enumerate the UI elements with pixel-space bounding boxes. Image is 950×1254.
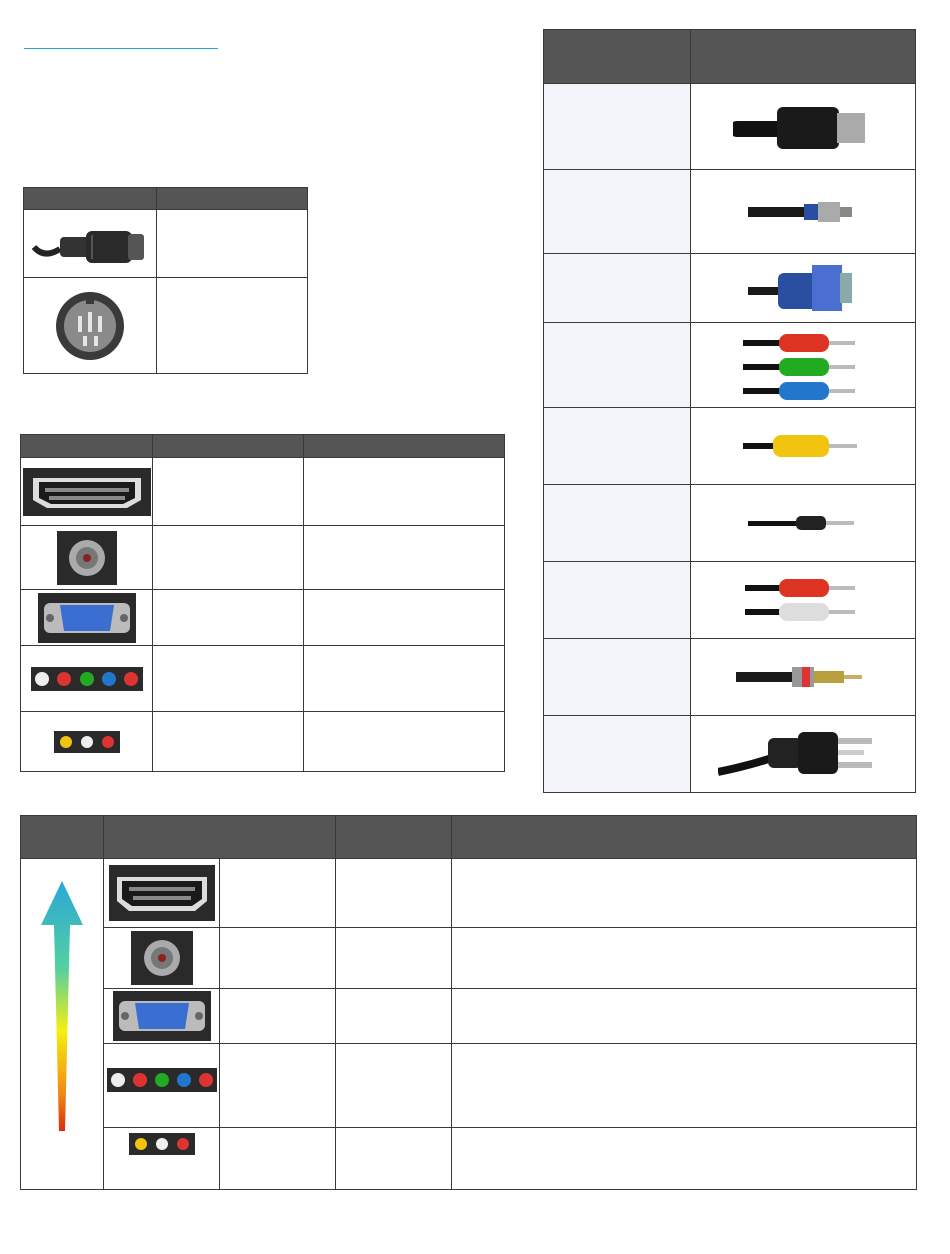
cable-label <box>544 716 691 793</box>
quality-header-1 <box>21 816 104 859</box>
power-cord-icon <box>691 726 915 782</box>
composite-video-cable-icon <box>691 429 915 463</box>
quality-col3 <box>336 1128 452 1190</box>
quality-col3 <box>336 1044 452 1128</box>
port-col2 <box>153 526 304 590</box>
hdmi-port-icon <box>21 468 152 516</box>
port-col2 <box>153 712 304 772</box>
port-col2 <box>153 590 304 646</box>
mini-header-1 <box>24 188 157 210</box>
cable-label <box>544 323 691 408</box>
mini-icon-cell <box>24 210 157 278</box>
quality-col3 <box>336 928 452 989</box>
rca-audio-cable-icon <box>691 575 915 625</box>
vga-port-icon <box>21 593 152 643</box>
cable-label <box>544 84 691 170</box>
port-table <box>20 434 505 772</box>
cable-label <box>544 562 691 639</box>
quality-name <box>220 928 336 989</box>
audio-3-5mm-cable-icon <box>691 511 915 535</box>
cable-label <box>544 639 691 716</box>
cable-header-2 <box>691 30 916 84</box>
vga-port-icon <box>104 991 219 1041</box>
composite-ports-icon <box>21 731 152 753</box>
quality-desc <box>452 1044 917 1128</box>
cable-label <box>544 408 691 485</box>
mini-header-2 <box>157 188 308 210</box>
quality-desc <box>452 1128 917 1190</box>
vga-cable-icon <box>691 259 915 317</box>
quality-col3 <box>336 989 452 1044</box>
port-header-2 <box>153 435 304 458</box>
hyperlink[interactable] <box>24 48 218 49</box>
component-ports-icon <box>104 1044 219 1092</box>
coax-port-icon <box>104 931 219 985</box>
mini-text-cell <box>157 278 308 374</box>
port-col3 <box>304 458 505 526</box>
component-cable-icon <box>691 328 915 402</box>
quality-name <box>220 1044 336 1128</box>
quality-desc <box>452 989 917 1044</box>
cable-table <box>543 29 916 793</box>
port-col2 <box>153 458 304 526</box>
port-col2 <box>153 646 304 712</box>
cable-label <box>544 485 691 562</box>
port-col3 <box>304 526 505 590</box>
mini-icon-cell <box>24 278 157 374</box>
port-header-3 <box>304 435 505 458</box>
composite-av-cable-icon <box>24 219 156 269</box>
cable-label <box>544 254 691 323</box>
port-col3 <box>304 590 505 646</box>
coax-cable-icon <box>691 197 915 227</box>
quality-table <box>20 815 917 1190</box>
quality-header-4 <box>452 816 917 859</box>
quality-col3 <box>336 859 452 928</box>
connector-mini-table <box>23 187 308 374</box>
composite-ports-icon <box>104 1128 219 1155</box>
quality-name <box>220 1128 336 1190</box>
mini-text-cell <box>157 210 308 278</box>
quality-desc <box>452 928 917 989</box>
port-col3 <box>304 712 505 772</box>
quality-desc <box>452 859 917 928</box>
quality-header-3 <box>336 816 452 859</box>
port-header-1 <box>21 435 153 458</box>
digital-coax-cable-icon <box>691 662 915 692</box>
cable-header-1 <box>544 30 691 84</box>
hdmi-port-icon <box>104 865 219 921</box>
quality-header-2 <box>104 816 336 859</box>
quality-name <box>220 859 336 928</box>
coax-port-icon <box>21 531 152 585</box>
quality-name <box>220 989 336 1044</box>
port-col3 <box>304 646 505 712</box>
cable-label <box>544 170 691 254</box>
din-connector-pins-icon <box>24 286 156 366</box>
quality-gradient-arrow-icon <box>21 859 103 1131</box>
hdmi-cable-icon <box>691 99 915 155</box>
component-ports-icon <box>21 667 152 691</box>
